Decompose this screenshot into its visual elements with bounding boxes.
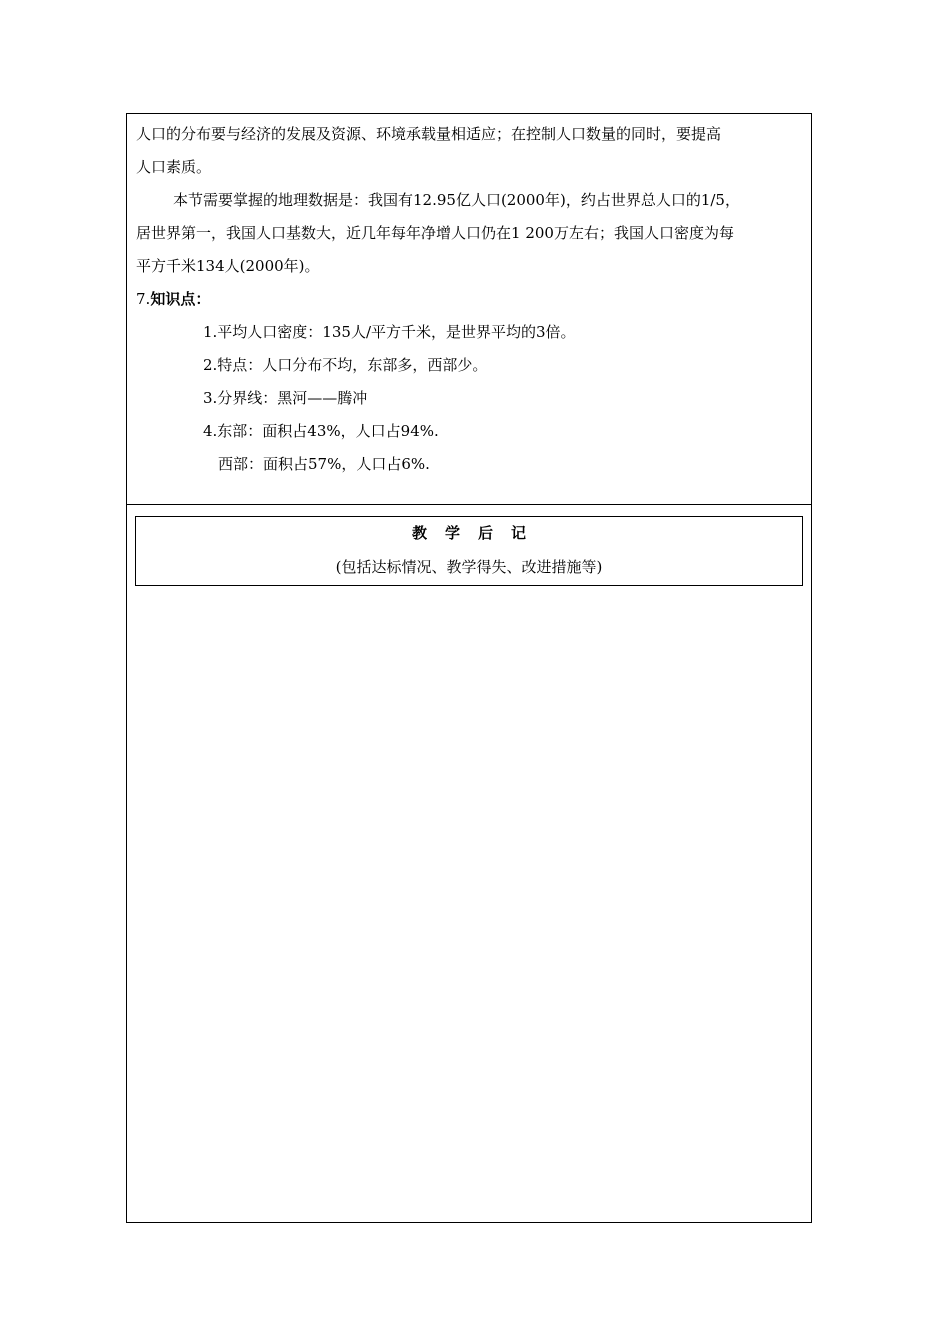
knowledge-item: 2.特点：人口分布不均，东部多，西部少。 — [203, 356, 488, 374]
paragraph-line: 本节需要掌握的地理数据是：我国有12.95亿人口(2000年)，约占世界总人口的1/5， — [173, 191, 740, 209]
paragraph-line: 平方千米134人(2000年)。 — [136, 257, 320, 275]
knowledge-item: 3.分界线：黑河——腾冲 — [203, 389, 368, 407]
teaching-notes-title: 教学后记 — [411, 524, 544, 542]
knowledge-heading-number: 7. — [136, 290, 151, 308]
knowledge-item: 4.东部：面积占43%，人口占94%. — [203, 422, 439, 440]
paragraph-line: 居世界第一，我国人口基数大，近几年每年净增人口仍在1 200万左右；我国人口密度为每 — [136, 224, 734, 242]
lesson-table — [126, 113, 812, 1223]
paragraph-line: 人口的分布要与经济的发展及资源、环境承载量相适应；在控制人口数量的同时，要提高 — [136, 125, 722, 143]
table-row-divider — [127, 504, 811, 505]
knowledge-heading-label: 知识点： — [150, 290, 211, 308]
paragraph-line: 人口素质。 — [136, 158, 212, 176]
lesson-content — [136, 118, 802, 481]
teaching-notes-subtitle: (包括达标情况、教学得失、改进措施等) — [335, 558, 603, 576]
knowledge-item: 西部：面积占57%，人口占6%. — [218, 455, 430, 473]
knowledge-item: 1.平均人口密度：135人/平方千米，是世界平均的3倍。 — [203, 323, 576, 341]
teaching-notes-box — [135, 516, 803, 586]
knowledge-heading — [136, 283, 802, 316]
